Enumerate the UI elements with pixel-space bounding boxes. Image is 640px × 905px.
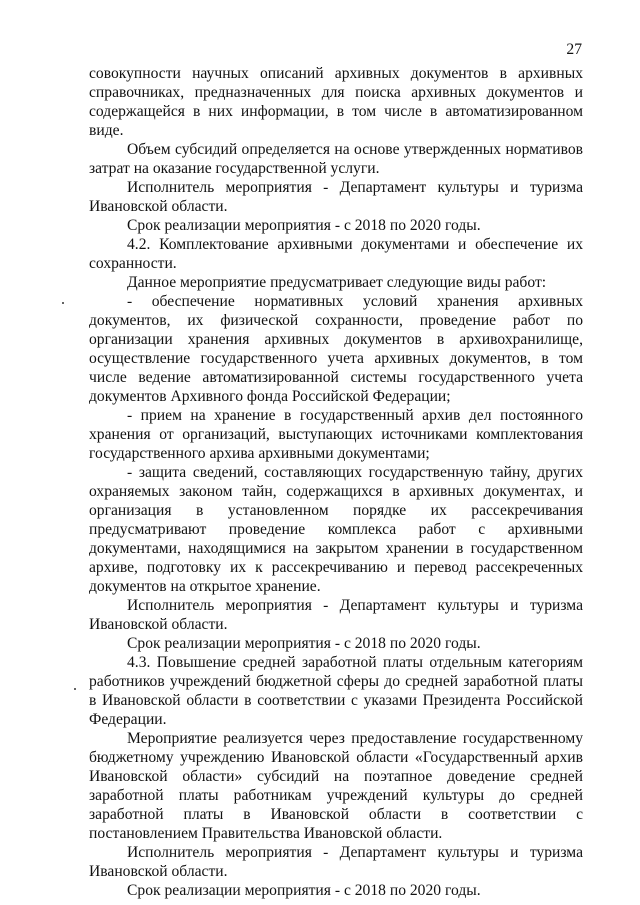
section-heading-4-3: 4.3. Повышение средней заработной платы отдельным категориям работников учреждений бюджетной сферы до средней заработной платы в Ивановской области в соответствии с указами Президента Российской Федерации. — [89, 654, 583, 728]
scan-artifact-dot — [74, 688, 76, 690]
section-heading-4-2: 4.2. Комплектование архивными документами и обеспечение их сохранности. — [89, 236, 583, 272]
paragraph-subsidy-volume: Объем субсидий определяется на основе утвержденных нормативов затрат на оказание государственной услуги. — [89, 141, 583, 177]
list-item-secrecy: - защита сведений, составляющих государственную тайну, других охраняемых законом тайн, содержащихся в архивных документах, и организация в установленном порядке их рассекречивания предусматривают проведение комплекса работ с архивными документами, находящимися на закрытом хранении в государственном архиве, подготовку их к рассекречиванию и перевод рассекреченных документов на открытое хранение. — [89, 464, 583, 595]
list-item-acquisition: - прием на хранение в государственный архив дел постоянного хранения от организаций, выступающих источниками комплектования государственного архива архивными документами; — [89, 407, 583, 462]
scan-artifact-dot — [62, 302, 64, 304]
paragraph-works-intro: Данное мероприятие предусматривает следующие виды работ: — [127, 274, 547, 291]
paragraph-term: Срок реализации мероприятия - с 2018 по 2020 годы. — [127, 635, 481, 652]
paragraph-term: Срок реализации мероприятия - с 2018 по 2020 годы. — [127, 217, 481, 234]
paragraph-term: Срок реализации мероприятия - с 2018 по 2020 годы. — [127, 882, 481, 899]
paragraph-executor: Исполнитель мероприятия - Департамент культуры и туризма Ивановской области. — [89, 179, 583, 215]
paragraph-implementation: Мероприятие реализуется через предоставление государственному бюджетному учреждению Ивановской области «Государственный архив Ивановской области» субсидий на поэтапное доведение средней заработной платы работникам учреждений культуры до средней заработной платы в Ивановской области в соответствии с постановлением Правительства Ивановской области. — [89, 730, 583, 842]
list-item-storage: - обеспечение нормативных условий хранения архивных документов, их физической сохранности, проведение работ по организации хранения архивных документов в архивохранилище, осуществление государственного учета архивных документов, в том числе ведение автоматизированной системы государственного учета документов Архивного фонда Российской Федерации; — [89, 293, 583, 405]
paragraph-continuation: совокупности научных описаний архивных документов в архивных справочниках, предназначенных для поиска архивных документов и содержащейся в них информации, в том числе в автоматизированном виде. — [89, 65, 583, 139]
page-number: 27 — [566, 41, 582, 58]
paragraph-executor: Исполнитель мероприятия - Департамент культуры и туризма Ивановской области. — [89, 597, 583, 633]
paragraph-executor: Исполнитель мероприятия - Департамент культуры и туризма Ивановской области. — [89, 844, 583, 880]
document-body — [89, 64, 583, 900]
